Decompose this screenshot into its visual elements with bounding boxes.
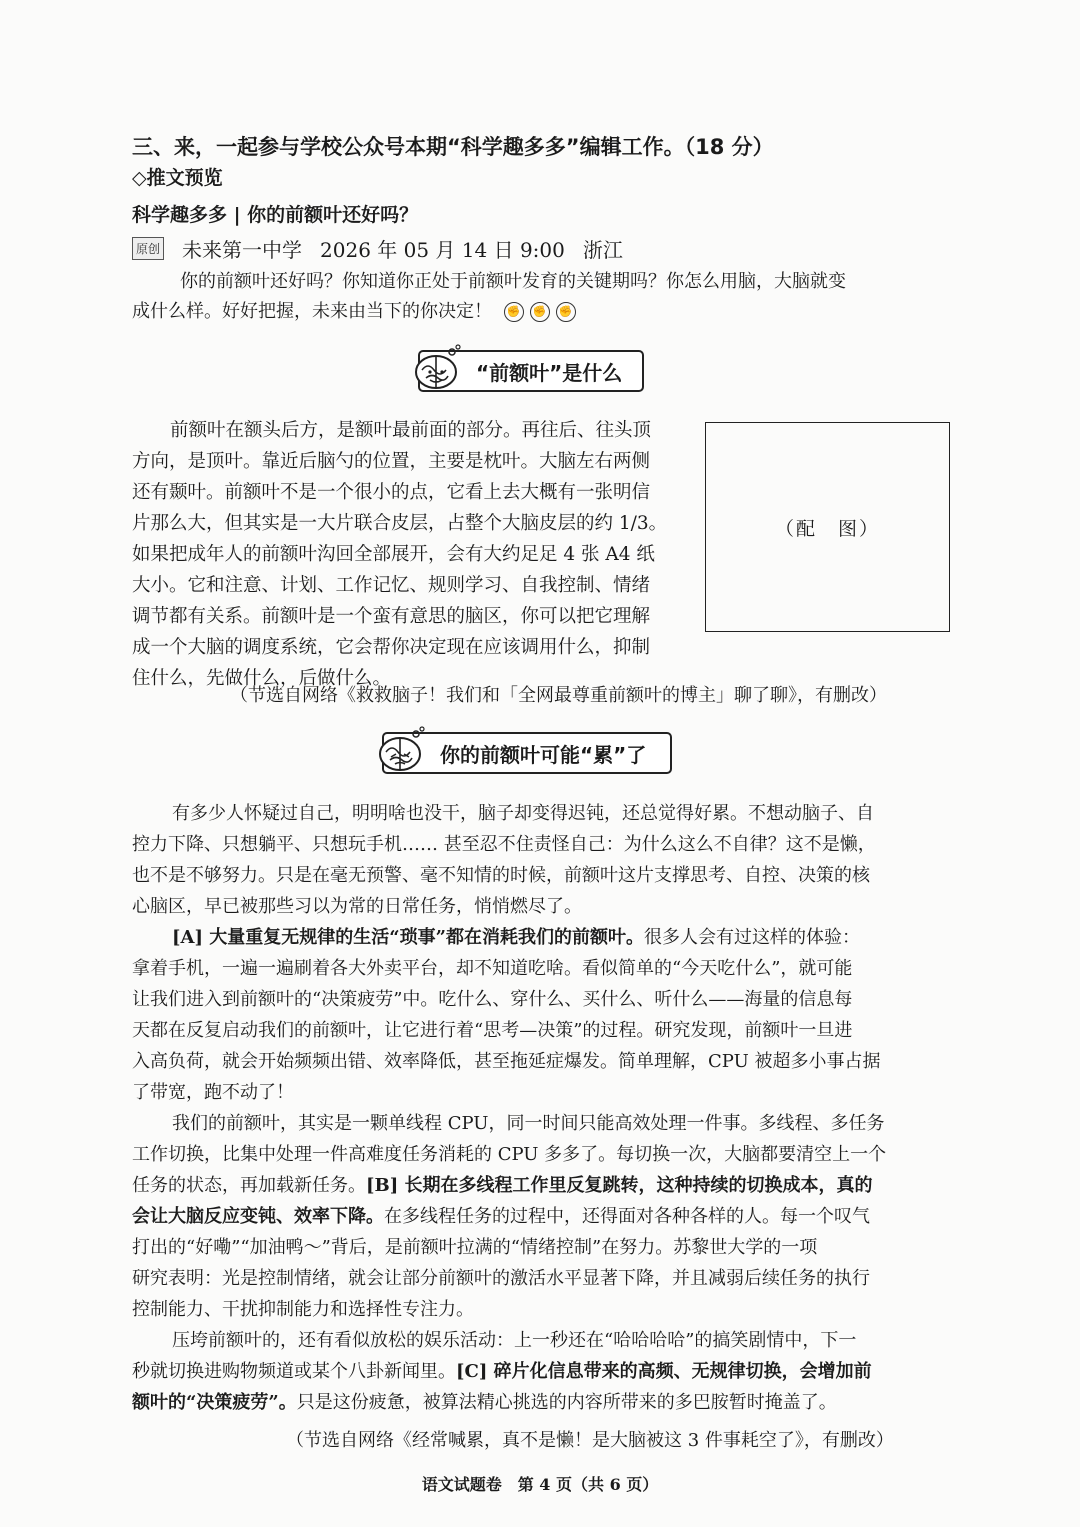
figure-label: （配 图）: [774, 517, 880, 540]
sec1-line: 片那么大，但其实是一大片联合皮层，占整个大脑皮层的约 1/3。: [132, 513, 668, 534]
article-meta: [132, 234, 623, 263]
section-heading-1-text: “前额叶”是什么: [476, 360, 623, 385]
claim-a: [A] 大量重复无规律的生活“琐事”都在消耗我们的前额叶。: [172, 927, 644, 948]
sec2-p2-first-rest: 很多人会有过这样的体验：: [643, 927, 860, 948]
sec2-p4-line2-start: 秒就切换进购物频道或某个八卦新闻里。: [132, 1361, 456, 1382]
sec1-line: 调节都有关系。前额叶是一个蛮有意思的脑区，你可以把它理解: [132, 606, 651, 627]
claim-b-part1: [B] 长期在多线程工作里反复跳转，这种持续的切换成本，真的: [366, 1175, 873, 1196]
sec2-p3-line: 工作切换，比集中处理一件高难度任务消耗的 CPU 多多了。每切换一次，大脑都要清空上一个: [132, 1144, 887, 1165]
claim-c-part2: 额叶的“决策疲劳”。: [132, 1392, 297, 1413]
sec2-p3-line: 研究表明：光是控制情绪，就会让部分前额叶的激活水平显著下降，并且减弱后续任务的执行: [132, 1268, 870, 1289]
section2-source: （节选自网络《经常喊累，真不是懒！是大脑被这 3 件事耗空了》，有删改）: [286, 1430, 894, 1451]
intro-line-2-text: 成什么样。好好把握，未来由当下的你决定！: [132, 301, 492, 322]
sec1-line: 如果把成年人的前额叶沟回全部展开，会有大约足足 4 张 A4 纸: [132, 544, 655, 565]
sec2-p3-line3: [132, 1176, 873, 1196]
figure-placeholder: [705, 422, 950, 632]
article-location: 浙江: [582, 238, 623, 262]
section-heading-2-text: 你的前额叶可能“累”了: [440, 742, 647, 767]
sec2-p1-line: 控力下降、只想躺平、只想玩手机…… 甚至忍不住责怪自己：为什么这么不自律？这不是懒，: [132, 834, 876, 855]
fist-emoji-icon: ✊: [504, 302, 524, 322]
sec2-p3-line: 控制能力、干扰抑制能力和选择性专注力。: [132, 1299, 474, 1320]
brain-icon: [372, 724, 428, 780]
sec1-line: 前额叶在额头后方，是额叶最前面的部分。再往后、往头顶: [170, 420, 652, 441]
original-badge: 原创: [132, 237, 164, 260]
intro-line-1: 你的前额叶还好吗？你知道你正处于前额叶发育的关键期吗？你怎么用脑，大脑就变: [180, 271, 846, 292]
sec2-p3-line4-rest: 在多线程任务的过程中，还得面对各种各样的人。每一个叹气: [384, 1206, 870, 1227]
fist-emoji-icon: ✊: [530, 302, 550, 322]
sec2-p1-line: 也不是不够努力。只是在毫无预警、毫不知情的时候，前额叶这片支撑思考、自控、决策的核: [132, 865, 870, 886]
sec1-line: 方向，是顶叶。靠近后脑勺的位置，主要是枕叶。大脑左右两侧: [132, 451, 651, 472]
sec2-p3-line4: [132, 1207, 870, 1227]
sec2-p3-line: 打出的“好嘞”“加油鸭～”背后，是前额叶拉满的“情绪控制”在努力。苏黎世大学的一项: [132, 1237, 818, 1258]
question-title: 三、来，一起参与学校公众号本期“科学趣多多”编辑工作。（18 分）: [132, 135, 774, 159]
section-heading-2: [382, 732, 672, 774]
sec2-p1-line: 有多少人怀疑过自己，明明啥也没干，脑子却变得迟钝，还总觉得好累。不想动脑子、自: [172, 803, 874, 824]
sec2-p2-first: [172, 928, 860, 948]
sec2-p2-line: 拿着手机，一遍一遍刷着各大外卖平台，却不知道吃啥。看似简单的“今天吃什么”，就可能: [132, 958, 853, 979]
brain-icon: [408, 342, 464, 398]
sec2-p4-line3-rest: 只是这份疲惫，被算法精心挑选的内容所带来的多巴胺暂时掩盖了。: [296, 1392, 837, 1413]
article-title: 科学趣多多 | 你的前额叶还好吗？: [132, 204, 419, 226]
sec2-p2-line: 入高负荷，就会开始频频出错、效率降低，甚至拖延症爆发。简单理解，CPU 被超多小事占据: [132, 1051, 881, 1072]
page-footer: 语文试题卷 第 4 页（共 6 页）: [421, 1475, 659, 1494]
sec2-p4-line3: [132, 1393, 837, 1413]
fist-emoji-icon: ✊: [556, 302, 576, 322]
article-date: 2026 年 05 月 14 日 9:00: [320, 238, 565, 262]
sec2-p2-line: 天都在反复启动我们的前额叶，让它进行着“思考—决策”的过程。研究发现，前额叶一旦进: [132, 1020, 853, 1041]
sec1-line: 还有颞叶。前额叶不是一个很小的点，它看上去大概有一张明信: [132, 482, 651, 503]
section1-source: （节选自网络《救救脑子！我们和「全网最尊重前额叶的博主」聊了聊》，有删改）: [230, 685, 887, 706]
sec2-p1-line: 心脑区，早已被那些习以为常的日常任务，悄悄燃尽了。: [132, 896, 582, 917]
sec1-line: 大小。它和注意、计划、工作记忆、规则学习、自我控制、情绪: [132, 575, 651, 596]
sec2-p4-line1: 压垮前额叶的，还有看似放松的娱乐活动：上一秒还在“哈哈哈哈”的搞笑剧情中，下一: [172, 1330, 857, 1351]
article-author: 未来第一中学: [182, 238, 303, 262]
sec2-p4-line2: [132, 1362, 872, 1382]
sec1-line: 住什么，先做什么，后做什么。: [132, 668, 392, 689]
claim-c-part1: [C] 碎片化信息带来的高频、无规律切换，会增加前: [456, 1361, 872, 1382]
subheading-preview: ◇推文预览: [132, 167, 223, 189]
sec2-p2-line: 让我们进入到前额叶的“决策疲劳”中。吃什么、穿什么、买什么、听什么——海量的信息每: [132, 989, 853, 1010]
sec2-p3-line3-start: 任务的状态，再加载新任务。: [132, 1175, 366, 1196]
section-heading-1: [418, 350, 644, 392]
intro-line-2: [132, 302, 576, 322]
sec2-p3-line: 我们的前额叶，其实是一颗单线程 CPU，同一时间只能高效处理一件事。多线程、多任务: [172, 1113, 885, 1134]
sec1-line: 成一个大脑的调度系统，它会帮你决定现在应该调用什么，抑制: [132, 637, 651, 658]
sec2-p2-line: 了带宽，跑不动了！: [132, 1082, 294, 1103]
claim-b-part2: 会让大脑反应变钝、效率下降。: [132, 1206, 384, 1227]
